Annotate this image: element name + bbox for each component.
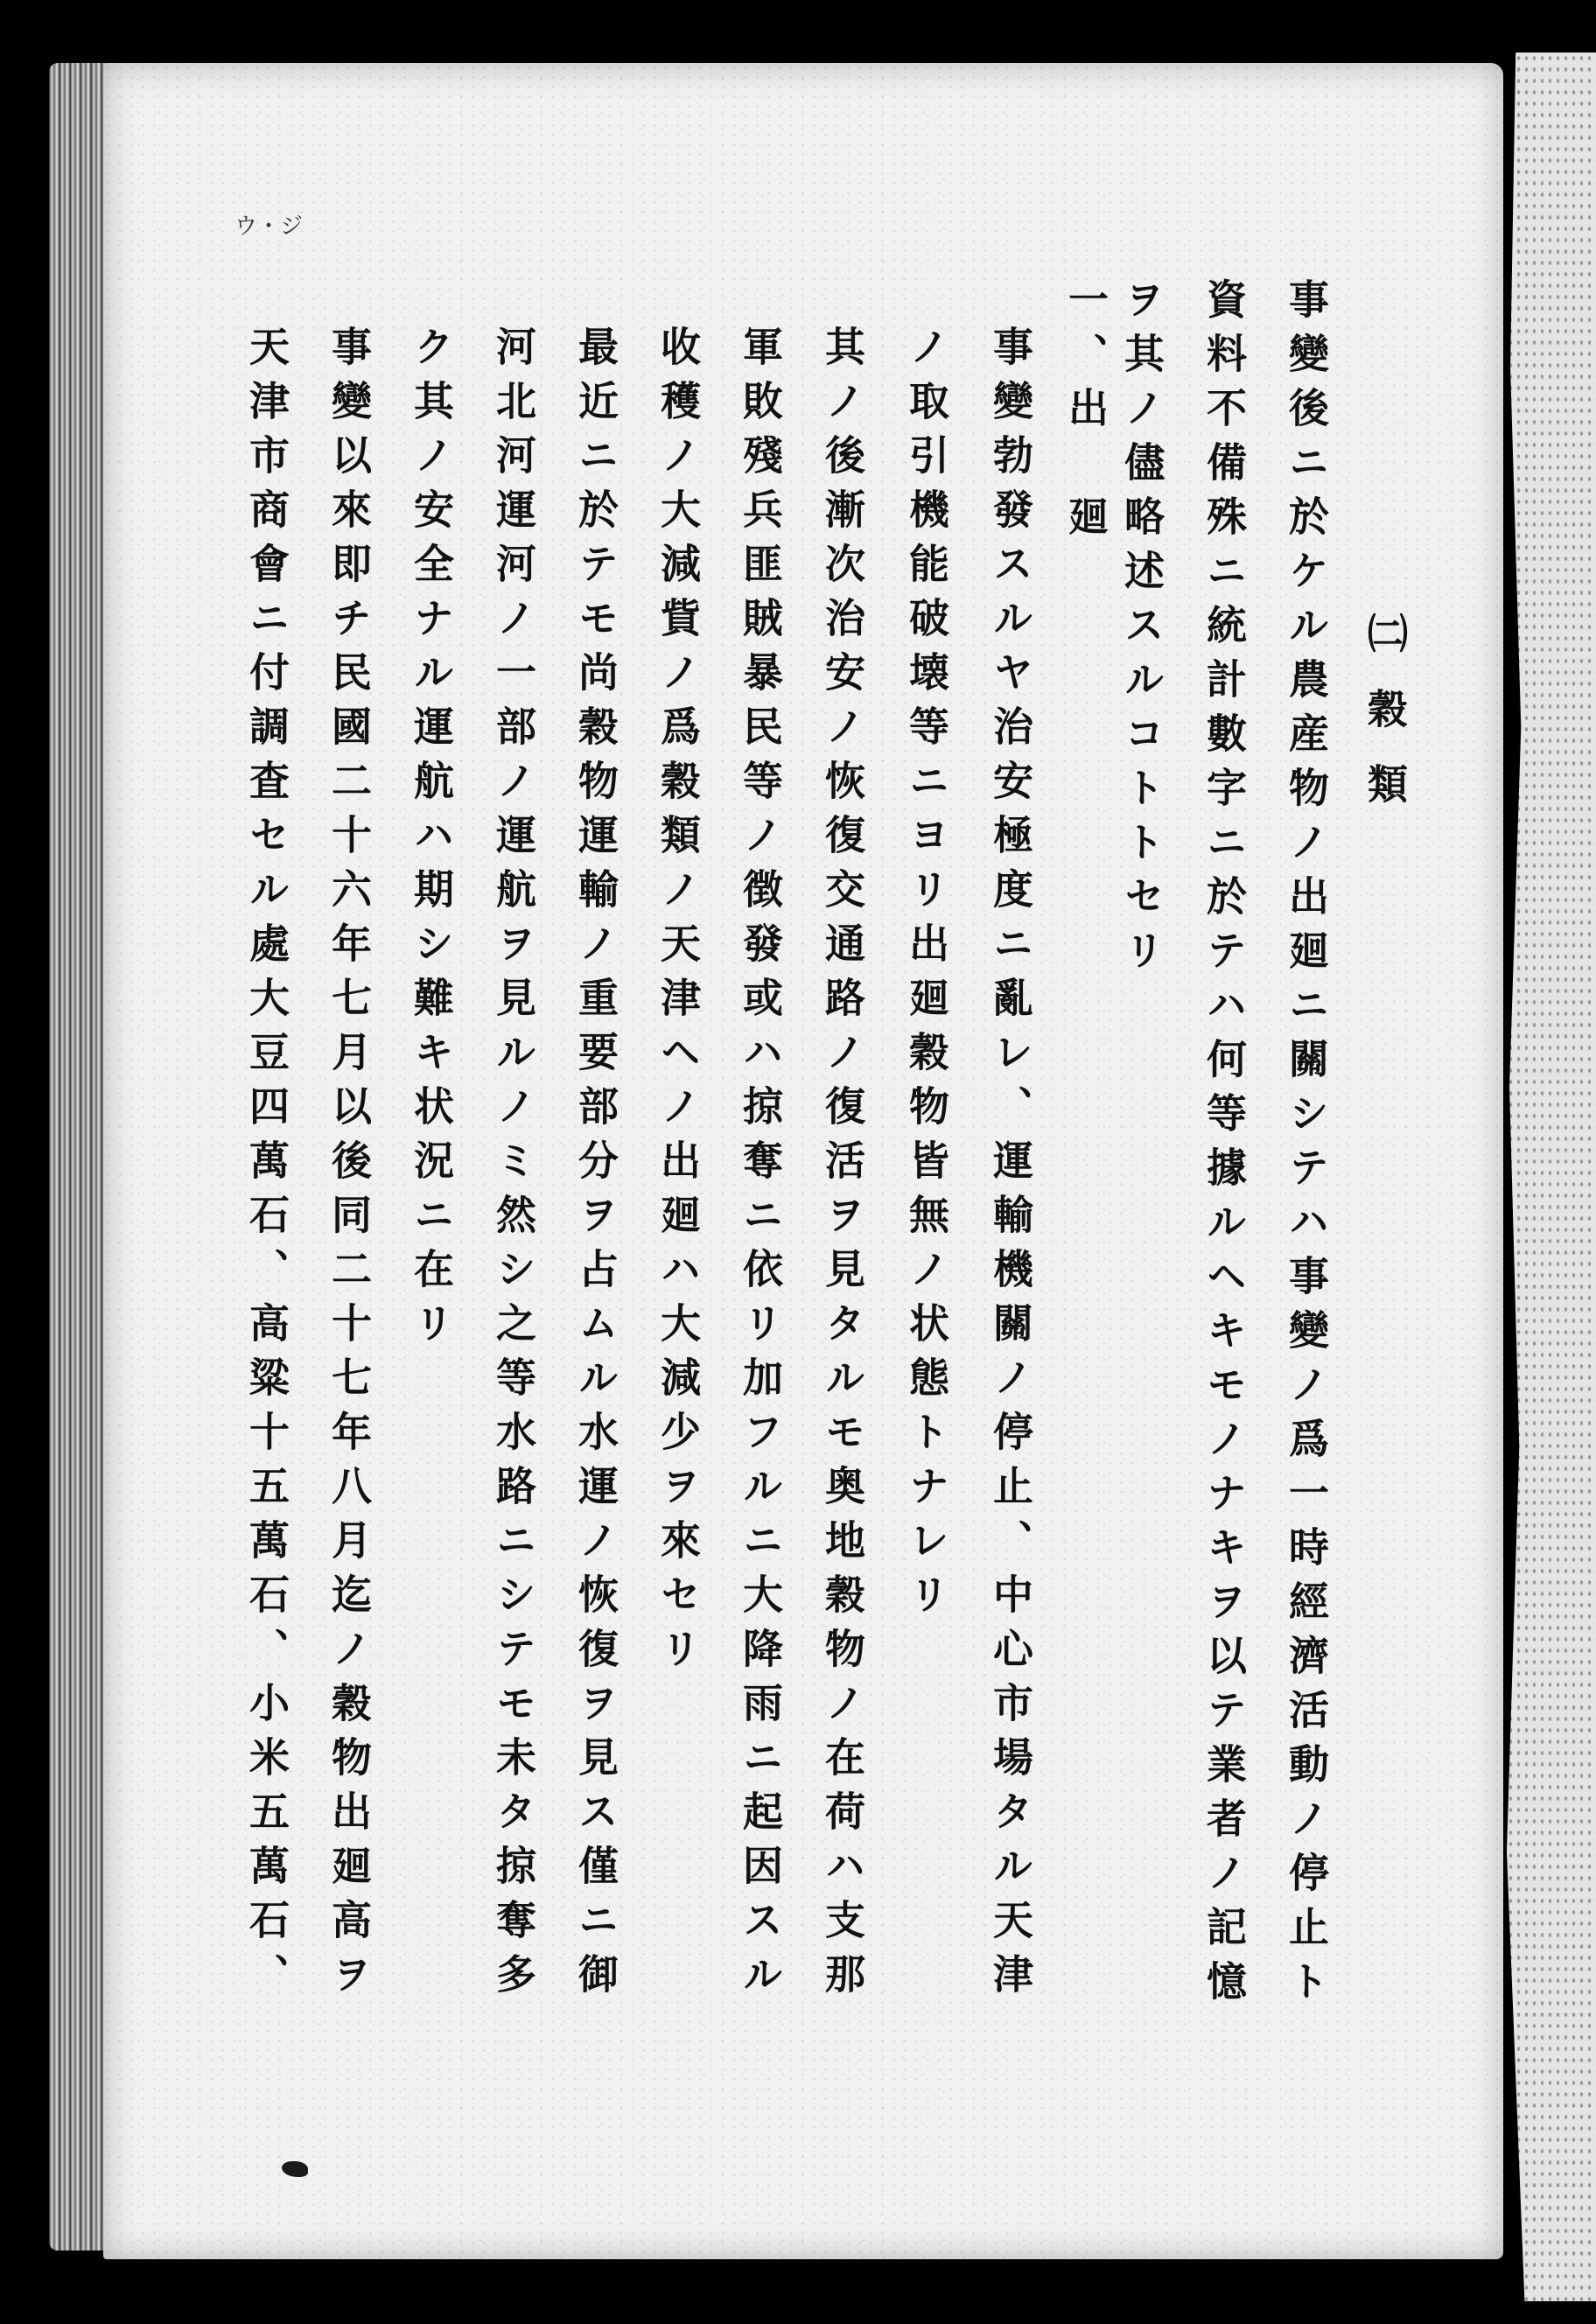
body-line: ノ取引機能破壊等ニヨリ出廻穀物皆無ノ状態トナレリ (903, 326, 950, 1628)
body-line: 事變勃發スルヤ治安極度ニ亂レ、運輸機關ノ停止、中心市場タル天津 (987, 326, 1034, 2007)
body-line: 收穫ノ大減貲ノ爲穀類ノ天津ヘノ出廻ハ大減少ヲ來セリ (654, 326, 702, 1682)
body-line: 其ノ後漸次治安ノ恢復交通路ノ復活ヲ見タルモ奥地穀物ノ在荷ハ支那 (819, 326, 866, 2007)
body-line: 最近ニ於テモ尚穀物運輸ノ重要部分ヲ占ムル水運ノ恢復ヲ見ス僅ニ御 (572, 326, 620, 2007)
intro-line: 事變後ニ於ケル農産物ノ出廻ニ關シテハ事變ノ爲一時經濟活動ノ停止ト (1283, 278, 1330, 2014)
body-line: ク其ノ安全ナル運航ハ期シ難キ状況ニ在リ (408, 326, 455, 1356)
intro-line: 資料不備殊ニ統計數字ニ於テハ何等據ルヘキモノナキヲ以テ業者ノ記憶 (1200, 278, 1248, 2014)
body-line: 軍敗殘兵匪賊暴民等ノ徴發或ハ掠奪ニ依リ加フルニ大降雨ニ起因スル (737, 326, 784, 2007)
marginal-mark: ウ・ジ (234, 214, 304, 240)
intro-line: ヲ其ノ儘略述スルコトトセリ (1118, 278, 1166, 984)
body-line: 事變以來即チ民國二十六年七月以後同二十七年八月迄ノ穀物出廻高ヲ (326, 326, 373, 2007)
section-title: 一、出 廻 (1062, 278, 1110, 550)
body-line: 河北河運河ノ一部ノ運航ヲ見ルノミ然シ之等水路ニシテモ未タ掠奪多 (490, 326, 537, 2007)
body-line: 天津市商會ニ付調査セル處大豆四萬石、高粱十五萬石、小米五萬石、 (243, 326, 290, 2007)
section-heading: ㈡穀類 (1362, 612, 1409, 838)
adjacent-page-edge (1507, 52, 1596, 2301)
